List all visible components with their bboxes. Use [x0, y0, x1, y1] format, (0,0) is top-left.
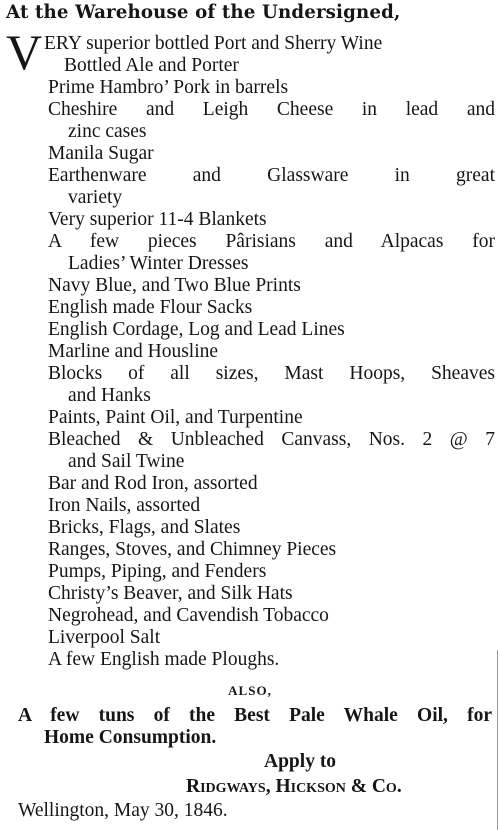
list-item: English made Flour Sacks: [48, 297, 253, 318]
list-item: Paints, Paint Oil, and Turpentine: [48, 407, 303, 428]
drop-cap: V: [6, 24, 43, 80]
list-item: Ranges, Stoves, and Chimney Pieces: [48, 539, 337, 560]
list-item: zinc cases: [68, 121, 147, 142]
also-label: ALSO,: [228, 683, 272, 698]
list-item: Bricks, Flags, and Slates: [48, 517, 241, 538]
list-item: English Cordage, Log and Lead Lines: [48, 319, 345, 340]
apply-to: Apply to: [264, 751, 337, 772]
ad-heading: At the Warehouse of the Undersigned,: [6, 2, 401, 23]
oil-line-1: A few tuns of the Best Pale Whale Oil, for: [18, 705, 492, 726]
list-item: Manila Sugar: [48, 143, 154, 164]
list-item: Prime Hambro’ Pork in barrels: [48, 77, 289, 98]
list-item: Bleached & Unbleached Canvass, Nos. 2 @ 7: [48, 429, 495, 450]
list-item: and Sail Twine: [68, 451, 185, 472]
list-item: Negrohead, and Cavendish Tobacco: [48, 605, 329, 626]
list-item: Liverpool Salt: [48, 627, 161, 648]
list-item: Pumps, Piping, and Fenders: [48, 561, 267, 582]
list-item: Bar and Rod Iron, assorted: [48, 473, 258, 494]
list-item: A few English made Ploughs.: [48, 649, 280, 670]
list-item: Blocks of all sizes, Mast Hoops, Sheaves: [48, 363, 495, 384]
list-item: A few pieces Pârisians and Alpacas for: [48, 231, 495, 252]
intro-line-2: Bottled Ale and Porter: [64, 55, 239, 76]
dateline: Wellington, May 30, 1846.: [18, 800, 228, 821]
list-item: Navy Blue, and Two Blue Prints: [48, 275, 301, 296]
list-item: variety: [68, 187, 123, 208]
list-item: Cheshire and Leigh Cheese in lead and: [48, 99, 495, 120]
list-item: Earthenware and Glassware in great: [48, 165, 495, 186]
list-item: and Hanks: [68, 385, 151, 406]
oil-line-2: Home Consumption.: [44, 727, 217, 748]
list-item: Iron Nails, assorted: [48, 495, 201, 516]
signature: Ridgways, Hickson & Co.: [186, 776, 402, 797]
list-item: Very superior 11-4 Blankets: [48, 209, 267, 230]
list-item: Christy’s Beaver, and Silk Hats: [48, 583, 293, 604]
list-item: Ladies’ Winter Dresses: [68, 253, 249, 274]
column-rule: [497, 650, 498, 830]
list-item: Marline and Housline: [48, 341, 219, 362]
intro-line-1: ERY superior bottled Port and Sherry Wine: [44, 33, 383, 54]
